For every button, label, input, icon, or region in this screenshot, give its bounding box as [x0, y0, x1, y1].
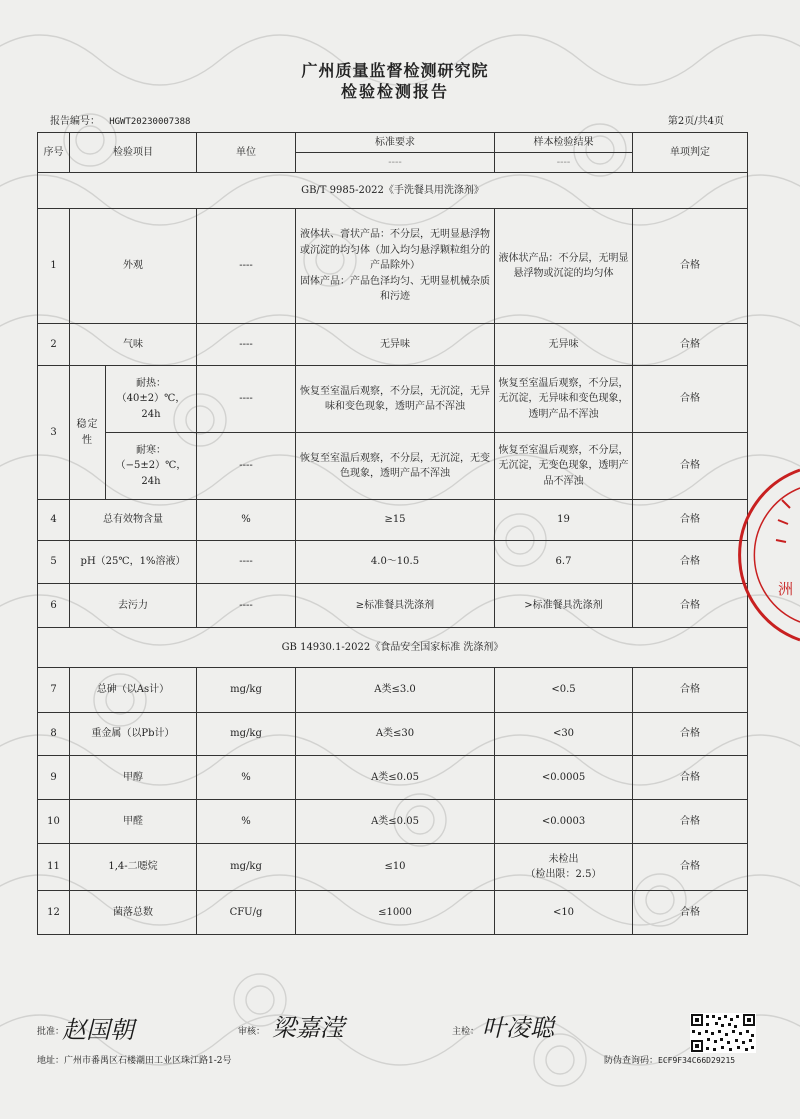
row-judge: 合格 [633, 844, 748, 891]
seal-text-fragment: 洲 [778, 580, 794, 598]
row-judge: 合格 [633, 713, 748, 756]
test-results-table [37, 132, 748, 935]
row-unit: % [197, 756, 296, 800]
table-row [38, 366, 748, 433]
row-result: 恢复至室温后观察，不分层，无沉淀，无异味和变色现象，透明产品不浑浊 [495, 366, 633, 433]
row-standard: A类≤3.0 [296, 668, 495, 713]
report-number-value: HGWT20230007388 [109, 117, 191, 127]
row-number: 9 [38, 756, 70, 800]
table-row [38, 324, 748, 366]
approver-label: 批准： [37, 1027, 65, 1037]
table-row [38, 500, 748, 541]
approver-signature: 赵国朝 [62, 1016, 134, 1044]
row-item: 重金属（以Pb计） [70, 713, 197, 756]
row-standard: 无异味 [296, 324, 495, 366]
row-item: 稳定性 [70, 366, 106, 500]
page-indicator: 第2页/共4页 [667, 116, 724, 127]
reviewer-label: 审核： [238, 1027, 266, 1037]
header-result-sub: ---- [495, 153, 633, 173]
row-unit: ---- [197, 433, 296, 500]
row-result: <0.0003 [495, 800, 633, 844]
header-result: 样本检验结果 [495, 133, 633, 153]
row-standard: ≥标准餐具洗涤剂 [296, 584, 495, 628]
row-unit: mg/kg [197, 844, 296, 891]
row-number: 12 [38, 891, 70, 935]
header-seq: 序号 [38, 133, 70, 173]
row-item: 外观 [70, 209, 197, 324]
row-standard: 恢复至室温后观察，不分层，无沉淀，无变色现象，透明产品不浑浊 [296, 433, 495, 500]
table-row [38, 891, 748, 935]
reviewer-signature: 梁嘉滢 [272, 1014, 344, 1042]
footer-address: 地址：广州市番禺区石楼潮田工业区珠江路1-2号 [37, 1056, 232, 1066]
verification-code [604, 1053, 735, 1066]
row-judge: 合格 [633, 433, 748, 500]
row-item: 1,4-二噁烷 [70, 844, 197, 891]
row-result: 液体状产品：不分层，无明显悬浮物或沉淀的均匀体 [495, 209, 633, 324]
row-number: 10 [38, 800, 70, 844]
row-judge: 合格 [633, 324, 748, 366]
table-row [38, 800, 748, 844]
row-standard: 液体状、膏状产品：不分层，无明显悬浮物或沉淀的均匀体（加入均匀悬浮颗粒组分的产品除外） 固体产品：产品色泽均匀、无明显机械杂质和污迹 [296, 209, 495, 324]
row-standard: ≤10 [296, 844, 495, 891]
row-unit: mg/kg [197, 713, 296, 756]
row-judge: 合格 [633, 668, 748, 713]
section-heading: GB 14930.1-2022《食品安全国家标准 洗涤剂》 [38, 628, 748, 668]
row-item: 总有效物含量 [70, 500, 197, 541]
row-item: 甲醛 [70, 800, 197, 844]
row-standard: ≤1000 [296, 891, 495, 935]
row-judge: 合格 [633, 800, 748, 844]
row-item: pH（25℃，1%溶液） [70, 541, 197, 584]
row-standard: 4.0～10.5 [296, 541, 495, 584]
row-unit: ---- [197, 541, 296, 584]
table-row [38, 433, 748, 500]
table-row [38, 541, 748, 584]
row-unit: ---- [197, 584, 296, 628]
row-number: 3 [38, 366, 70, 500]
row-item: 菌落总数 [70, 891, 197, 935]
row-item: 甲醇 [70, 756, 197, 800]
tester-signature: 叶凌聪 [482, 1014, 554, 1042]
tester-label: 主检： [452, 1027, 480, 1037]
row-number: 11 [38, 844, 70, 891]
row-item: 气味 [70, 324, 197, 366]
row-subitem: 耐寒：（−5±2）℃，24h [106, 433, 197, 500]
header-judge: 单项判定 [633, 133, 748, 173]
row-result: <30 [495, 713, 633, 756]
row-result: 无异味 [495, 324, 633, 366]
row-unit: CFU/g [197, 891, 296, 935]
row-judge: 合格 [633, 209, 748, 324]
row-number: 6 [38, 584, 70, 628]
row-judge: 合格 [633, 366, 748, 433]
row-item: 总砷（以As计） [70, 668, 197, 713]
row-result: 未检出 （检出限：2.5） [495, 844, 633, 891]
row-judge: 合格 [633, 584, 748, 628]
row-standard: A类≤0.05 [296, 756, 495, 800]
verification-value: ECF9F34C66D29215 [658, 1056, 736, 1065]
row-number: 7 [38, 668, 70, 713]
row-item: 去污力 [70, 584, 197, 628]
row-subitem: 耐热：（40±2）℃，24h [106, 366, 197, 433]
row-unit: ---- [197, 209, 296, 324]
row-standard: ≥15 [296, 500, 495, 541]
row-judge: 合格 [633, 541, 748, 584]
row-standard: A类≤30 [296, 713, 495, 756]
row-number: 5 [38, 541, 70, 584]
row-result: <0.0005 [495, 756, 633, 800]
header-item: 检验项目 [70, 133, 197, 173]
row-judge: 合格 [633, 756, 748, 800]
qr-code-icon [690, 1013, 756, 1053]
row-judge: 合格 [633, 891, 748, 935]
row-standard: 恢复至室温后观察，不分层，无沉淀，无异味和变色现象，透明产品不浑浊 [296, 366, 495, 433]
row-number: 4 [38, 500, 70, 541]
report-number-label: 报告编号： [50, 116, 100, 127]
row-result: <10 [495, 891, 633, 935]
row-result: 19 [495, 500, 633, 541]
header-standard: 标准要求 [296, 133, 495, 153]
table-row [38, 713, 748, 756]
table-row [38, 209, 748, 324]
row-result: >标准餐具洗涤剂 [495, 584, 633, 628]
row-unit: ---- [197, 366, 296, 433]
row-number: 2 [38, 324, 70, 366]
row-unit: % [197, 500, 296, 541]
row-result: <0.5 [495, 668, 633, 713]
verification-label: 防伪查询码： [604, 1056, 659, 1066]
row-result: 恢复至室温后观察，不分层，无沉淀，无变色现象，透明产品不浑浊 [495, 433, 633, 500]
row-unit: % [197, 800, 296, 844]
row-standard: A类≤0.05 [296, 800, 495, 844]
official-seal-partial [760, 460, 800, 650]
table-row [38, 668, 748, 713]
table-row [38, 844, 748, 891]
header-standard-sub: ---- [296, 153, 495, 173]
section-heading: GB/T 9985-2022《手洗餐具用洗涤剂》 [38, 173, 748, 209]
row-number: 8 [38, 713, 70, 756]
header-unit: 单位 [197, 133, 296, 173]
report-title: 检验检测报告 [340, 82, 449, 101]
row-number: 1 [38, 209, 70, 324]
row-judge: 合格 [633, 500, 748, 541]
report-number [50, 112, 190, 127]
institute-name: 广州质量监督检测研究院 [301, 61, 489, 80]
table-row [38, 756, 748, 800]
table-row [38, 584, 748, 628]
row-unit: ---- [197, 324, 296, 366]
row-result: 6.7 [495, 541, 633, 584]
report-header [0, 60, 790, 103]
row-unit: mg/kg [197, 668, 296, 713]
